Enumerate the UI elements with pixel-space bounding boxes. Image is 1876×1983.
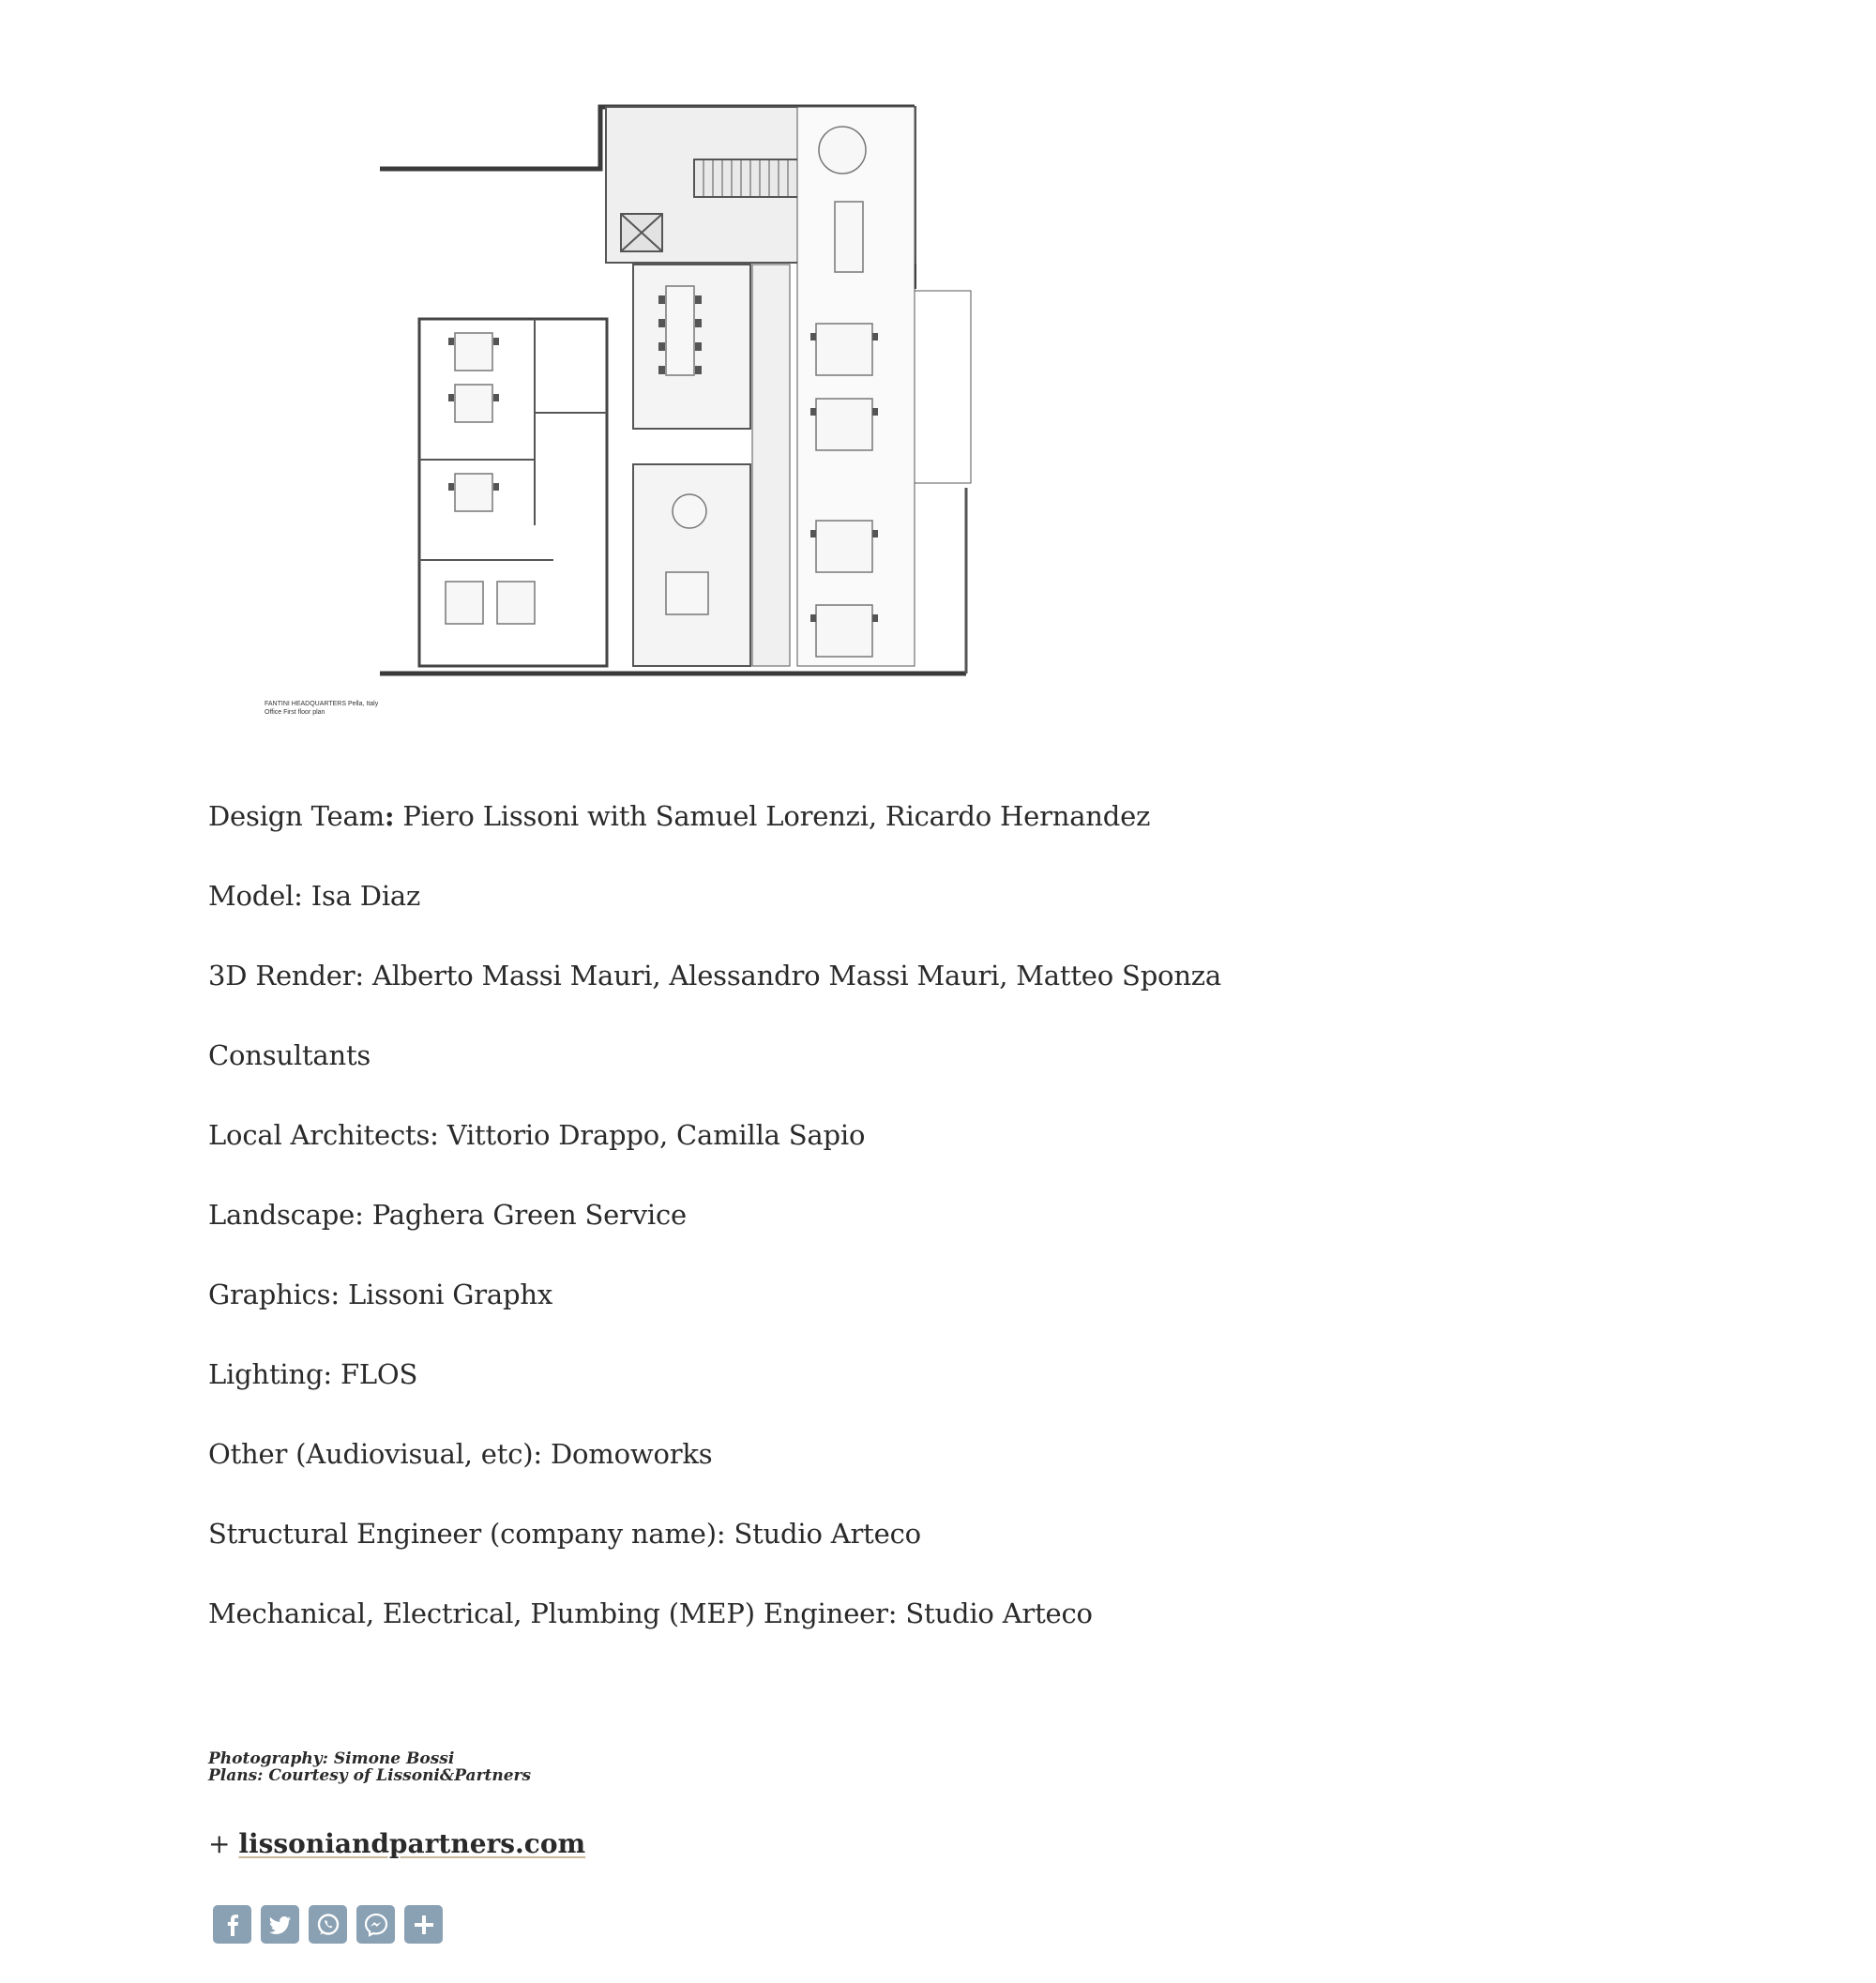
- messenger-icon: [362, 1911, 390, 1939]
- floor-plan-image: [253, 94, 985, 722]
- photo-credits: [208, 1750, 531, 1784]
- whatsapp-icon: [314, 1911, 342, 1939]
- plus-icon: [410, 1911, 438, 1939]
- share-twitter-button[interactable]: [261, 1905, 299, 1944]
- credit-model: Model: Isa Diaz: [208, 880, 421, 912]
- share-messenger-button[interactable]: [356, 1905, 395, 1944]
- credit-lighting: Lighting: FLOS: [208, 1358, 418, 1390]
- credit-consultants-heading: Consultants: [208, 1039, 371, 1071]
- credit-design-team: Design Team: Piero Lissoni with Samuel Lorenzi, Ricardo Hernandez: [208, 800, 1151, 832]
- facebook-icon: [219, 1911, 247, 1939]
- credit-3d-render: 3D Render: Alberto Massi Mauri, Alessandro Massi Mauri, Matteo Sponza: [208, 960, 1221, 992]
- share-more-button[interactable]: [404, 1905, 443, 1944]
- share-facebook-button[interactable]: [213, 1905, 251, 1944]
- link-prefix: +: [208, 1828, 239, 1859]
- floor-plan-drawing: [253, 94, 985, 722]
- credit-mep-engineer: Mechanical, Electrical, Plumbing (MEP) Engineer: Studio Arteco: [208, 1597, 1093, 1629]
- floor-plan-caption-line2: Office First floor plan: [265, 709, 325, 716]
- credit-graphics: Graphics: Lissoni Graphx: [208, 1279, 552, 1310]
- website-link-row: [208, 1827, 585, 1861]
- project-credits: [208, 799, 1521, 1676]
- credit-landscape: Landscape: Paghera Green Service: [208, 1199, 688, 1231]
- credit-local-architects: Local Architects: Vittorio Drappo, Camilla Sapio: [208, 1119, 866, 1151]
- share-whatsapp-button[interactable]: [309, 1905, 347, 1944]
- photography-credit: Photography: Simone Bossi: [208, 1749, 455, 1768]
- credit-structural-engineer: Structural Engineer (company name): Studio Arteco: [208, 1518, 921, 1550]
- floor-plan-caption-line1: FANTINI HEADQUARTERS Pella, Italy: [265, 701, 379, 707]
- plans-credit: Plans: Courtesy of Lissoni&Partners: [208, 1766, 532, 1785]
- share-bar: [213, 1905, 443, 1944]
- twitter-icon: [266, 1911, 295, 1939]
- credit-other-audiovisual: Other (Audiovisual, etc): Domoworks: [208, 1438, 713, 1470]
- lissoni-website-link[interactable]: lissoniandpartners.com: [238, 1828, 586, 1859]
